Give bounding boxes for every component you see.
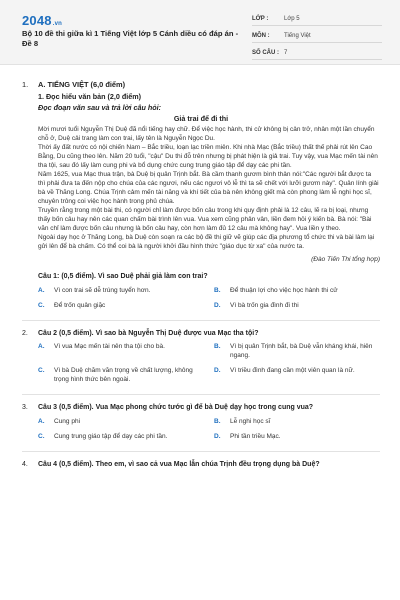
option-text: Vì bà Duệ chăm văn trọng về chất lượng, không trọng hình thức bên ngoài. xyxy=(54,367,193,384)
option-text: Vì con trai sẽ dễ trúng tuyển hơn. xyxy=(54,286,151,294)
reading-instruction: Đọc đoạn văn sau và trả lời câu hỏi: xyxy=(38,102,162,112)
option-text: Vì bị quân Trịnh bắt, bà Duệ vẫn kháng khái, hiên ngang. xyxy=(230,343,373,360)
meta-value: 7 xyxy=(284,49,288,56)
option-text: Cung trung giáo tập để dạy các phi tần. xyxy=(54,432,168,440)
option-letter: A. xyxy=(38,286,45,294)
option-letter: A. xyxy=(38,417,45,425)
option-letter: D. xyxy=(214,301,221,309)
option-letter: A. xyxy=(38,343,45,351)
passage-paragraph: Mời mươi tuổi Nguyễn Thị Duệ đã nổi tiếng hay chữ. Để việc học hành, thi cử không bị cản trở, nhân một lần chuyển chỗ ở, Duệ cải trang làm con trai, lấy tên là Nguyễn Ngọc Du. xyxy=(38,126,375,143)
divider xyxy=(22,451,380,452)
option-letter: B. xyxy=(214,343,221,351)
question-number: 3. xyxy=(22,404,28,412)
option-letter: D. xyxy=(214,367,221,375)
exam-content xyxy=(22,80,380,474)
option-letter: B. xyxy=(214,417,221,425)
story-title: Giả trai để đi thi xyxy=(173,114,229,124)
passage-source: (Đào Tiến Thi tổng hợp) xyxy=(311,255,380,263)
question-text: Câu 1: (0,5 điểm). Vì sao Duệ phải giả làm con trai? xyxy=(38,273,208,281)
document-title: Bộ 10 đề thi giữa kì 1 Tiếng Việt lớp 5 Cánh diều có đáp án - Đề 8 xyxy=(22,29,239,49)
option-c[interactable] xyxy=(38,367,204,385)
reading-passage xyxy=(22,126,380,252)
divider xyxy=(22,320,380,321)
passage-paragraph: Thời ấy đất nước có nội chiến Nam – Bắc triều, loạn lạc triền miên. Khi nhà Mạc (Bắc triều) thất thế phải rút lên Cao Bằng, Du cũng theo lên. Năm 20 tuổi, "cậu" Du thi đỗ trên nhưng bị phát hiện là giả trai. Tuy vậy, vua Mạc mến tài nên tha tội, sau đó lấy làm cung phi và bổ dụng chức cung trung giáo tập để dạy các phi tần. xyxy=(38,144,378,170)
option-letter: D. xyxy=(214,432,221,440)
question-title xyxy=(22,329,380,338)
passage-paragraph: Năm 1625, vua Mạc thua trận, bà Duệ bị quân Trịnh bắt. Bà cầm thanh gươm bình thản nói:"Các người bắt được ta thì phải đưa ta đến nộp cho chúa của các ngươi, nếu các ngươi vô lễ thì ta sẽ chết với lưỡi gươm này". Quân lính giải bà về Thăng Long. Chúa Trịnh cảm mến tài năng và khí tiết của bà nên không giết mà còn phong làm lễ nghi học sĩ, chuyên trông coi việc học hành trong phủ chúa. xyxy=(38,170,379,205)
option-letter: C. xyxy=(38,367,45,375)
section-title xyxy=(22,80,380,90)
question-options xyxy=(22,418,380,442)
question-1 xyxy=(22,272,380,310)
question-number: 4. xyxy=(22,460,28,468)
meta-row-subject xyxy=(252,30,382,43)
meta-row-class xyxy=(252,13,382,26)
option-text: Lễ nghi học sĩ xyxy=(230,417,271,425)
question-title xyxy=(22,272,380,281)
option-text: Vì triều đình đang cần một viên quan là nữ. xyxy=(230,367,355,375)
logo-text: 2048 xyxy=(22,13,52,28)
meta-value: Tiếng Việt xyxy=(284,32,311,39)
option-d[interactable] xyxy=(214,367,380,385)
subsection-title: 1. Đọc hiểu văn bản (2,0 điểm) xyxy=(38,91,142,101)
passage-paragraph: Ngoài dạy học ở Thăng Long, bà Duệ còn soạn ra các bộ đề thi giữ vẽ giúp các địa phương tổ chức thi và bài làm lại gửi lên để bà chấm. Có thể coi bà là người khởi đầu hình thức "giáo dục từ xa" của nước ta. xyxy=(38,233,375,250)
question-text: Câu 4 (0,5 điểm). Theo em, vì sao cả vua Mạc lẫn chúa Trịnh đều trọng dụng bà Duệ? xyxy=(38,460,320,468)
question-options xyxy=(22,287,380,311)
option-d[interactable] xyxy=(214,302,380,311)
option-text: Để trốn quân giặc xyxy=(54,301,106,309)
meta-label: SỐ CÂU : xyxy=(252,49,279,56)
exam-meta xyxy=(252,13,382,64)
option-d[interactable] xyxy=(214,433,380,442)
option-a[interactable] xyxy=(38,418,204,427)
option-text: Để thuận lợi cho việc học hành thi cử xyxy=(230,286,338,294)
question-4 xyxy=(22,460,380,469)
question-number xyxy=(22,272,38,281)
option-letter: B. xyxy=(214,286,221,294)
meta-label: MÔN : xyxy=(252,32,270,39)
question-title xyxy=(22,403,380,412)
meta-row-count xyxy=(252,47,382,60)
option-b[interactable] xyxy=(214,418,380,427)
option-a[interactable] xyxy=(38,343,204,361)
option-text: Cung phi xyxy=(54,417,81,425)
question-text: Câu 2 (0,5 điểm). Vì sao bà Nguyễn Thị Duệ được vua Mạc tha tội? xyxy=(38,329,259,337)
option-letter: C. xyxy=(38,301,45,309)
question-options xyxy=(22,343,380,385)
site-logo[interactable] xyxy=(22,12,62,30)
meta-label: LỚP : xyxy=(252,15,269,22)
section-number: 1. xyxy=(22,80,29,89)
option-c[interactable] xyxy=(38,433,204,442)
question-text: Câu 3 (0,5 điểm). Vua Mạc phong chức tước gì để bà Duệ dạy học trong cung vua? xyxy=(38,404,314,412)
question-2 xyxy=(22,329,380,385)
question-3 xyxy=(22,403,380,441)
question-number: 2. xyxy=(22,329,28,337)
option-b[interactable] xyxy=(214,343,380,361)
passage-paragraph: Truyền rằng trong một bài thi, có người chỉ làm được bốn câu trong khi quy định phải là 12 câu, lẽ ra bị loại, nhưng thấy bốn câu hay nên các quan chấm bài trình lên vua. Vua xem cũng phân vân, liền đem hỏi ý kiến bà. Bà nói: "Bài văn chỉ làm được bốn câu nhưng là bốn câu hay, còn hơn làm đủ 12 câu mà không hay". Vua liền y theo. xyxy=(38,206,372,232)
option-text: Vì vua Mạc mến tài nên tha tội cho bà. xyxy=(54,343,165,351)
logo-suffix: .vn xyxy=(52,21,63,27)
question-title xyxy=(22,460,380,469)
divider xyxy=(22,394,380,395)
option-text: Vì bà trốn gia đình đi thi xyxy=(230,301,299,309)
option-c[interactable] xyxy=(38,302,204,311)
option-b[interactable] xyxy=(214,287,380,296)
option-letter: C. xyxy=(38,432,45,440)
section-heading: A. TIẾNG VIỆT (6,0 điểm) xyxy=(38,80,126,89)
page-header xyxy=(0,0,400,65)
option-a[interactable] xyxy=(38,287,204,296)
option-text: Phi tần triều Mạc. xyxy=(230,432,281,440)
meta-value: Lớp 5 xyxy=(284,15,300,22)
